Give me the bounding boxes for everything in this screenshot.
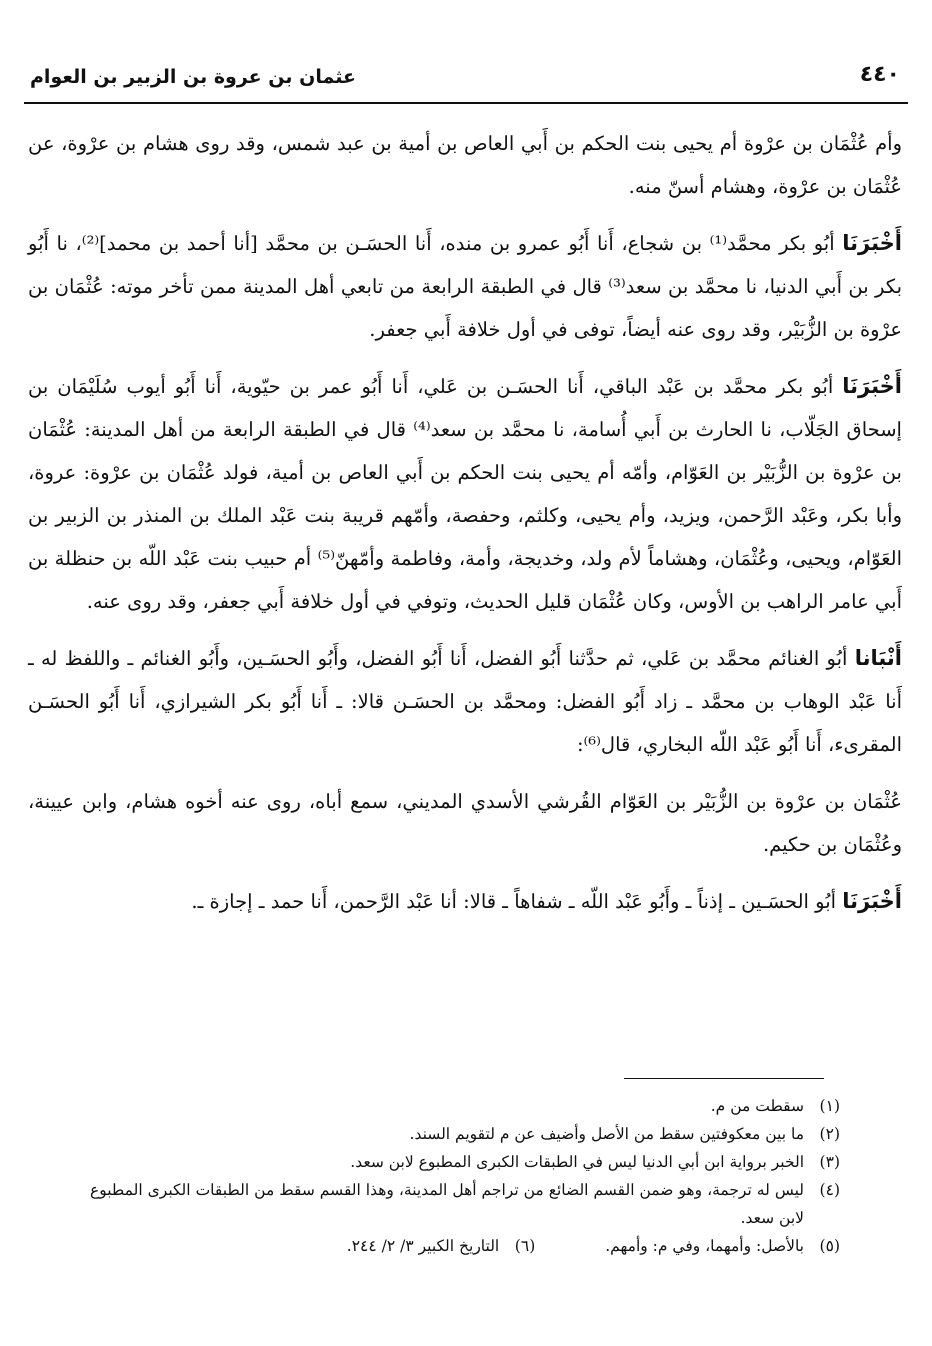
footnote-number: (٦) bbox=[514, 1237, 536, 1255]
footnote-1 bbox=[90, 1092, 840, 1120]
running-head bbox=[24, 62, 908, 98]
footnote-5 bbox=[605, 1232, 840, 1260]
paragraph-3 bbox=[28, 365, 902, 623]
footnote-2 bbox=[90, 1120, 840, 1148]
paragraph-text: أبُو الحسَـين ـ إذناً ـ وأَبُو عَبْد اللّه ـ شفاهاً ـ قالا: أنا عَبْد الرَّحمن، أَنا حمد ـ إجازة ـ. bbox=[191, 890, 843, 913]
paragraph-1 bbox=[28, 122, 902, 208]
footnote-row bbox=[90, 1232, 840, 1260]
footnote-number: (٤) bbox=[819, 1181, 840, 1199]
footnote-text: بالأصل: وأمهما، وفي م: وأمهم. bbox=[605, 1237, 804, 1255]
footnote-text: التاريخ الكبير ٣/ ٢/ ٢٤٤. bbox=[346, 1237, 500, 1255]
page-number: ٤٤٠ bbox=[859, 62, 900, 87]
footnote-number: (٣) bbox=[819, 1153, 840, 1171]
footnote-text: سقطت من م. bbox=[710, 1097, 804, 1115]
paragraph-lead: أَخْبَرَنَا bbox=[842, 231, 902, 255]
paragraph-text: أبُو بكر محمَّد بن عَبْد الباقي، أَنا الحسَـن بن عَلي، أَنا أَبُو عمر بن حيّوية، أَنا أَبُو أيوب سُلَيْمَان بن إسحاق الجَلّاب، نا الحارث بن أَبي أُسامة، نا محمَّد بن سعد⁽⁴⁾ قال في الطبقة الرابعة من أهل المدينة: عُثْمَان بن عرْوة بن الزُّبَيْر بن العَوّام، وأمّه أم يحيى بنت الحكم بن أَبي العاص بن أمية، فولد عُثْمَان بن عرْوة: عروة، وأبا بكر، وعَبْد الرَّحمن، ويزيد، وأم يحيى، وكلثم، وحفصة، وأمّهم قريبة بنت عَبْد الملك بن المنذر بن الزبير بن العَوّام، ويحيى، وعُثْمَان، وهشاماً لأم ولد، وخديجة، وأمة، وفاطمة وأمّهنّ⁽⁵⁾ أم حبيب بنت عَبْد اللّه بن حنظلة بن أَبي عامر الراهب بن الأوس، وكان عُثْمَان قليل الحديث، وتوفي في أول خلافة أَبي جعفر، وقد روى عنه. bbox=[28, 375, 902, 613]
footnote-number: (١) bbox=[819, 1097, 840, 1115]
footnote-number: (٥) bbox=[819, 1237, 840, 1255]
footnote-text: ما بين معكوفتين سقط من الأصل وأضيف عن م لتقويم السند. bbox=[409, 1125, 804, 1143]
header-rule bbox=[24, 102, 908, 104]
running-title: عثمان بن عروة بن الزبير بن العوام bbox=[30, 66, 356, 88]
paragraph-lead: أَخْبَرَنَا bbox=[842, 889, 902, 913]
footnote-3 bbox=[90, 1148, 840, 1176]
main-text bbox=[28, 122, 902, 937]
paragraph-text: وأم عُثْمَان بن عرْوة أم يحيى بنت الحكم بن أَبي العاص بن أمية بن عبد شمس، وقد روى هشام بن عرْوة، عن عُثْمَان بن عرْوة، وهشام أسنّ منه. bbox=[28, 132, 902, 198]
footnotes bbox=[90, 1092, 840, 1260]
paragraph-6 bbox=[28, 880, 902, 923]
footnote-text: ليس له ترجمة، وهو ضمن القسم الضائع من تراجم أهل المدينة، وهذا القسم سقط من الطبقات الكبرى المطبوع لابن سعد. bbox=[90, 1181, 804, 1227]
footnote-number: (٢) bbox=[819, 1125, 840, 1143]
footnote-4 bbox=[90, 1176, 840, 1232]
paragraph-text: عُثْمَان بن عرْوة بن الزُّبَيْر بن العَوّام القُرشي الأسدي المديني، سمع أباه، روى عنه أخوه هشام، وابن عيينة، وعُثْمَان بن حكيم. bbox=[28, 790, 902, 856]
paragraph-text: أبُو بكر محمَّد⁽¹⁾ بن شجاع، أَنا أَبُو عمرو بن منده، أَنا الحسَـن بن محمَّد [أنا أحمد بن محمد]⁽²⁾، نا أَبُو بكر بن أَبي الدنيا، نا محمَّد بن سعد⁽³⁾ قال في الطبقة الرابعة من تابعي أهل المدينة ممن تأخر موته: عُثْمَان بن عرْوة بن الزُّبَيْر، وقد روى عنه أيضاً، توفى في أول خلافة أَبي جعفر. bbox=[28, 232, 902, 341]
paragraph-5 bbox=[28, 780, 902, 866]
footnote-text: الخبر برواية ابن أبي الدنيا ليس في الطبقات الكبرى المطبوع لابن سعد. bbox=[350, 1153, 804, 1171]
paragraph-lead: أَنْبَانا bbox=[854, 646, 902, 670]
footnote-rule bbox=[624, 1078, 824, 1079]
paragraph-4 bbox=[28, 637, 902, 766]
paragraph-lead: أَخْبَرَنَا bbox=[842, 374, 902, 398]
paragraph-text: أبُو الغنائم محمَّد بن عَلي، ثم حدَّثنا أَبُو الفضل، أَنا أَبُو الفضل، وأَبُو الحسَـين، وأَبُو الغنائم ـ واللفظ له ـ أَنا عَبْد الوهاب بن محمَّد ـ زاد أَبُو الفضل: ومحمَّد بن الحسَـن قالا: ـ أَنا أَبُو بكر الشيرازي، أَنا أَبُو الحسَـن المقرىء، أَنا أَبُو عَبْد اللّه البخاري، قال⁽⁶⁾: bbox=[28, 647, 902, 756]
paragraph-2 bbox=[28, 222, 902, 351]
footnote-6 bbox=[347, 1232, 535, 1260]
